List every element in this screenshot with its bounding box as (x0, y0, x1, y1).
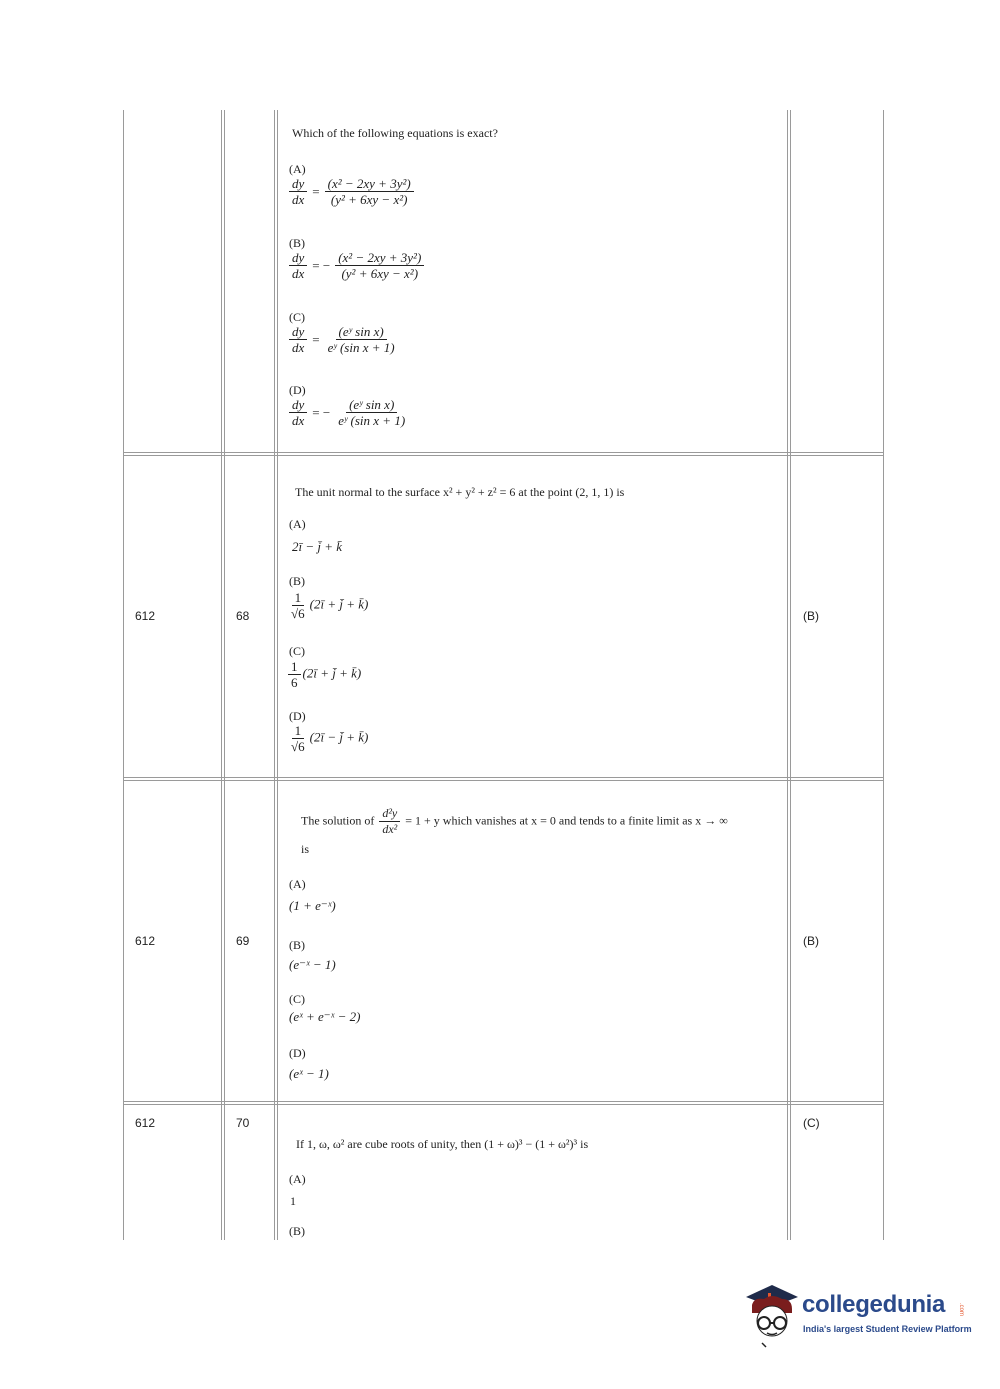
option-label-c: (C) (289, 644, 305, 658)
option-d-expression: (eˣ − 1) (289, 1066, 329, 1081)
question-text: The solution of $\frac{\text{d²y}}{\text{dx²}}$ = 1 + y which vanishes at x = 0 and tends to a finite limit as x → ∞ (301, 806, 728, 836)
option-a-expression: (1 + e⁻ˣ) (289, 898, 336, 913)
option-d-equation: $\frac{dy}{dx}$ = − $\frac{\text{(eʸ sin x)}}{\text{eʸ (sin x + 1)}}$ (287, 397, 410, 428)
option-a-equation: $\frac{dy}{dx}$ = $\frac{\text{(x² − 2xy + 3y²)}}{\text{(y² + 6xy − x²)}}$ (287, 176, 416, 207)
table-border-col3 (277, 110, 278, 1240)
logo-suffix: .com (958, 1303, 964, 1317)
table-border-right (883, 110, 884, 1240)
question-text: Which of the following equations is exact? (292, 126, 498, 140)
paper-code: 612 (135, 934, 156, 948)
option-label-a: (A) (289, 162, 306, 176)
option-label-d: (D) (289, 383, 306, 397)
question-number: 68 (236, 609, 250, 623)
collegedunia-logo[interactable] (742, 1283, 972, 1353)
option-c-equation: $\frac{dy}{dx}$ = $\frac{\text{(eʸ sin x)}}{\text{eʸ (sin x + 1)}}$ (287, 324, 400, 355)
option-label-b: (B) (289, 574, 305, 588)
paper-code: 612 (135, 1116, 156, 1130)
option-b-equation: $\frac{dy}{dx}$ = − $\frac{\text{(x² − 2xy + 3y²)}}{\text{(y² + 6xy − x²)}}$ (287, 250, 426, 281)
table-border-col2b (274, 110, 275, 1240)
mascot-icon (742, 1283, 802, 1353)
logo-tagline: India's largest Student Review Platform (803, 1324, 972, 1334)
option-c-expression: $\frac{1}{6}$ (2ī + j̄ + k̄) (286, 659, 361, 690)
table-border-left (123, 110, 124, 1240)
option-c-expression: (eˣ + e⁻ˣ − 2) (289, 1009, 361, 1024)
row-divider-2 (123, 777, 884, 778)
logo-wordmark: collegedunia (802, 1291, 946, 1318)
question-text: If 1, ω, ω² are cube roots of unity, then (1 + ω)³ − (1 + ω²)³ is (296, 1137, 589, 1151)
question-number: 69 (236, 934, 250, 948)
option-label-b: (B) (289, 938, 305, 952)
option-label-b: (B) (289, 1224, 305, 1238)
option-d-expression: $\frac{1}{√6}$ (2ī − j̄ + k̄) (291, 723, 369, 754)
row-divider-3 (123, 1101, 884, 1102)
row-divider-3b (123, 1104, 884, 1105)
answer-key: (B) (803, 934, 819, 948)
option-label-d: (D) (289, 1046, 306, 1060)
option-label-c: (C) (289, 310, 305, 324)
option-label-b: (B) (289, 236, 305, 250)
answer-key: (C) (803, 1116, 820, 1130)
table-border-col3b (787, 110, 788, 1240)
option-label-c: (C) (289, 992, 305, 1006)
table-border-col2 (224, 110, 225, 1240)
option-label-a: (A) (289, 1172, 306, 1186)
table-border-col1 (221, 110, 222, 1240)
option-b-expression: $\frac{1}{√6}$ (2ī + j̄ + k̄) (291, 590, 369, 621)
row-divider-1 (123, 452, 884, 453)
question-text: The unit normal to the surface x² + y² + z² = 6 at the point (2, 1, 1) is (295, 485, 625, 499)
option-label-a: (A) (289, 877, 306, 891)
option-b-expression: (e⁻ˣ − 1) (289, 957, 336, 972)
option-label-a: (A) (289, 517, 306, 531)
option-a-expression: 2ī − j̄ + k̄ (292, 539, 343, 554)
answer-key: (B) (803, 609, 819, 623)
row-divider-1b (123, 455, 884, 456)
question-text-tail: is (301, 842, 310, 856)
table-border-col4 (790, 110, 791, 1240)
option-a-expression: 1 (290, 1194, 296, 1208)
paper-code: 612 (135, 609, 156, 623)
row-divider-2b (123, 780, 884, 781)
question-number: 70 (236, 1116, 250, 1130)
option-label-d: (D) (289, 709, 306, 723)
